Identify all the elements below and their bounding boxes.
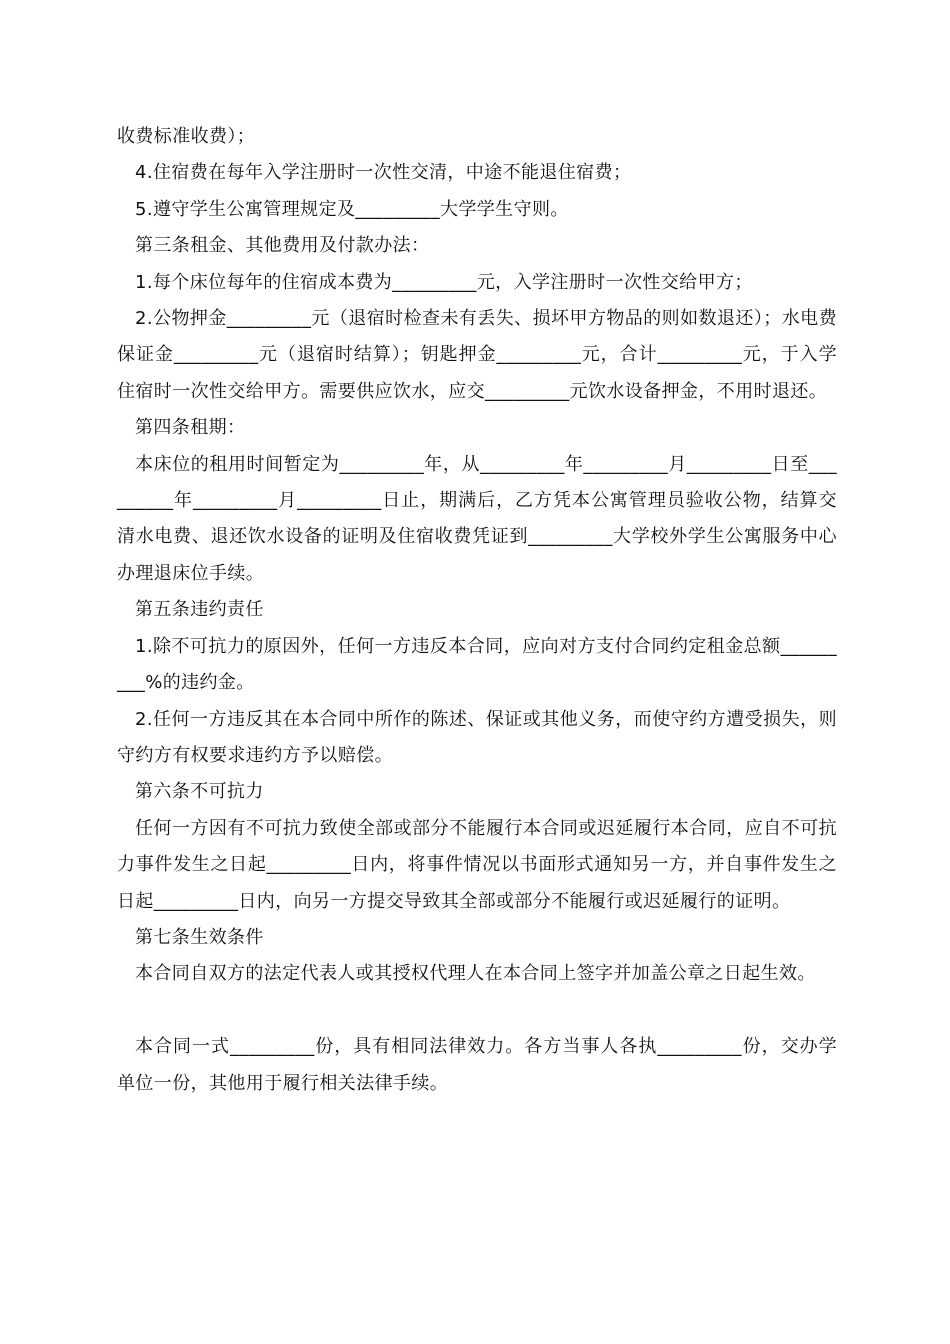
paragraph-article-5-item-1: 1.除不可抗力的原因外，任何一方违反本合同，应向对方支付合同约定租金总额_________%的违约金。 (117, 635, 837, 694)
paragraph-clause-5: 5.遵守学生公寓管理规定及_________大学学生守则。 (135, 198, 569, 220)
paragraph-article-4-body: 本床位的租用时间暂定为_________年，从_________年_________月_________日至_________年_________月_________日止，期满后，乙方凭本公寓管理员验收公物，结算交清水电费、退还饮水设备的证明及住宿收费凭证到_________大学校外学生公寓服务中心办理退床位手续。 (117, 453, 837, 584)
heading-article-4: 第四条租期： (135, 417, 246, 439)
heading-article-5: 第五条违约责任 (135, 599, 264, 621)
heading-article-7: 第七条生效条件 (135, 926, 264, 948)
paragraph-copies: 本合同一式_________份，具有相同法律效力。各方当事人各执_________份，交办学单位一份，其他用于履行相关法律手续。 (117, 1036, 837, 1094)
paragraph-fee-standard-end: 收费标准收费）； (117, 126, 256, 147)
paragraph-article-3-item-1: 1.每个床位每年的住宿成本费为_________元，入学注册时一次性交给甲方； (135, 271, 753, 293)
blank-line (117, 993, 837, 1029)
paragraph-article-7-body: 本合同自双方的法定代表人或其授权代理人在本合同上签字并加盖公章之日起生效。 (135, 963, 816, 985)
heading-article-6: 第六条不可抗力 (135, 781, 264, 803)
heading-article-3: 第三条租金、其他费用及付款办法： (135, 235, 430, 257)
paragraph-article-6-body: 任何一方因有不可抗力致使全部或部分不能履行本合同或迟延履行本合同，应自不可抗力事件发生之日起_________日内，将事件情况以书面形式通知另一方，并自事件发生之日起_________日内，向另一方提交导致其全部或部分不能履行或迟延履行的证明。 (117, 817, 837, 912)
paragraph-article-3-item-2: 2.公物押金_________元（退宿时检查未有丢失、损坏甲方物品的则如数退还）；水电费保证金_________元（退宿时结算）；钥匙押金_________元，合计_________元，于入学住宿时一次性交给甲方。需要供应饮水，应交_________元饮水设备押金，不用时退还。 (117, 308, 837, 402)
paragraph-article-5-item-2: 2.任何一方违反其在本合同中所作的陈述、保证或其他义务，而使守约方遭受损失，则守约方有权要求违约方予以赔偿。 (117, 708, 837, 766)
paragraph-clause-4: 4.住宿费在每年入学注册时一次性交清，中途不能退住宿费； (135, 162, 632, 184)
document-page (117, 119, 837, 1102)
